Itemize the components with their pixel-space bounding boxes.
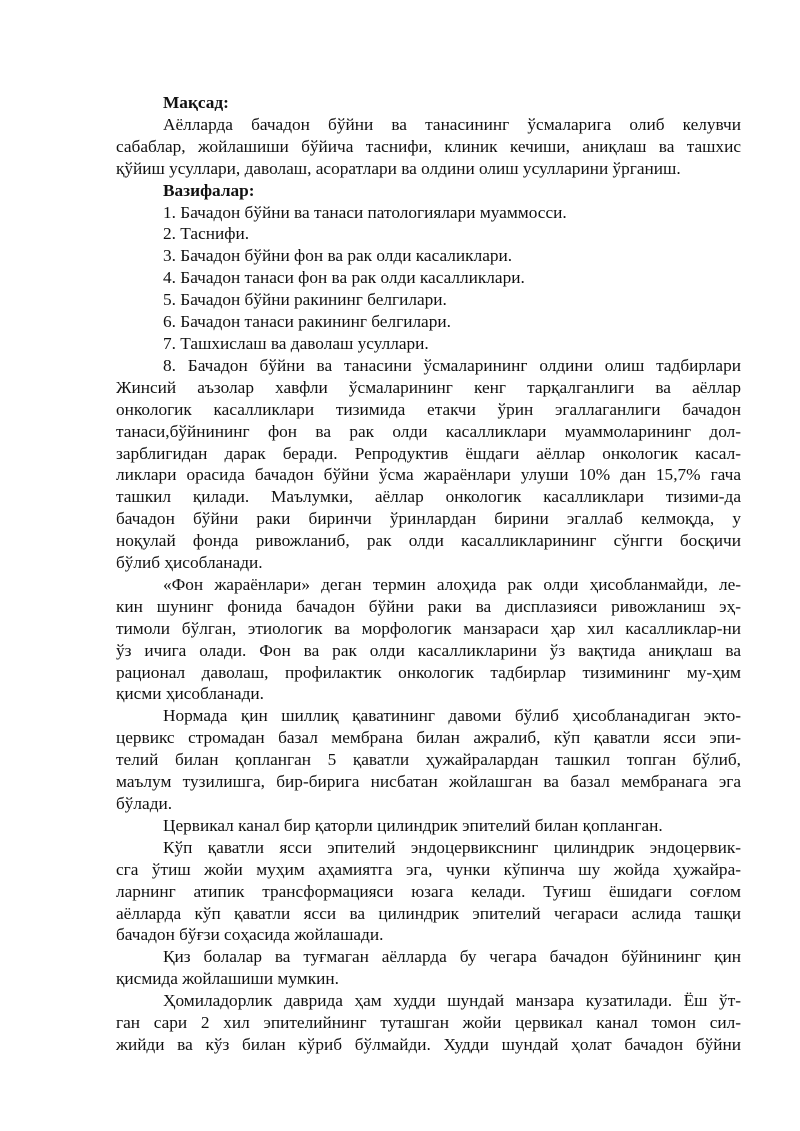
document-page bbox=[116, 92, 741, 1056]
text-line: ликлари орасида бачадон бўйни ўсма жараёнлари улуши 10% дан 15,7% гача bbox=[116, 465, 741, 485]
body-paragraph bbox=[116, 574, 741, 705]
body-paragraph bbox=[116, 377, 741, 574]
body-paragraph bbox=[116, 837, 741, 947]
text-line: рационал даволаш, профилактик онкологик тадбирлар тизимининг му-ҳим bbox=[116, 662, 741, 682]
text-line: бўлиб ҳисобланади. bbox=[116, 553, 263, 573]
text-line: Кўп қаватли ясси эпителий эндоцервикснинг цилиндрик эндоцервик- bbox=[163, 837, 741, 857]
body-paragraph bbox=[116, 946, 741, 990]
text-line: қисми ҳисобланади. bbox=[116, 684, 264, 704]
task-item: 4. Бачадон танаси фон ва рак олди касалликлари. bbox=[163, 268, 525, 288]
task-item: 6. Бачадон танаси ракининг белгилари. bbox=[163, 312, 451, 332]
text-line: сабаблар, жойлашиши бўйича таснифи, клиник кечиши, аниқлаш ва ташхис bbox=[116, 136, 741, 156]
text-line: танаси,бўйнининг фон ва рак олди касалликлари муаммоларининг дол- bbox=[116, 421, 741, 441]
text-line: Ҳомиладорлик даврида ҳам худди шундай манзара кузатилади. Ёш ўт- bbox=[163, 991, 741, 1011]
text-line: қўйиш усуллари, даволаш, асоратлари ва олдини олиш усулларини ўрганиш. bbox=[116, 158, 681, 178]
goal-paragraph bbox=[116, 114, 741, 180]
task-item bbox=[116, 355, 741, 377]
text-line: 8. Бачадон бўйни ва танасини ўсмаларининг олдини олиш тадбирлари bbox=[163, 355, 741, 375]
text-line: ташкил қилади. Маълумки, аёллар онкологик касалликлари тизими-да bbox=[116, 487, 741, 507]
text-line: ўз ичига олади. Фон ва рак олди касалликларини ўз вақтида аниқлаш ва bbox=[116, 640, 741, 660]
task-item: 1. Бачадон бўйни ва танаси патологиялари муаммосси. bbox=[163, 202, 567, 222]
text-line: телий билан қопланган 5 қаватли ҳужайралардан ташкил топган бўлиб, bbox=[116, 750, 741, 770]
body-paragraph bbox=[116, 990, 741, 1056]
text-line: маълум тузилишга, бир-бирига нисбатан жойлашган ва базал мембранага эга bbox=[116, 772, 741, 792]
text-line: кин шунинг фонида бачадон бўйни раки ва дисплазияси ривожланиш эҳ- bbox=[116, 596, 741, 616]
text-line: қисмида жойлашиши мумкин. bbox=[116, 969, 339, 989]
text-line: «Фон жараёнлари» деган термин алоҳида рак олди ҳисобланмайди, ле- bbox=[163, 574, 741, 594]
task-item: 2. Таснифи. bbox=[163, 224, 250, 244]
text-line: Нормада қин шиллиқ қаватининг давоми бўлиб ҳисобланадиган экто- bbox=[163, 706, 741, 726]
text-line: бўлади. bbox=[116, 794, 173, 813]
text-line: онкологик касалликлари тизимида етакчи ўрин эгаллаганлиги бачадон bbox=[116, 399, 741, 419]
text-line: Аёлларда бачадон бўйни ва танасининг ўсмаларига олиб келувчи bbox=[163, 114, 741, 134]
task-item: 3. Бачадон бўйни фон ва рак олди касаликлари. bbox=[163, 246, 513, 266]
text-line: ларнинг атипик трансформацияси юзага келади. Туғиш ёшидаги соғлом bbox=[116, 881, 741, 901]
task-item: 7. Ташхислаш ва даволаш усуллари. bbox=[163, 333, 429, 353]
body-paragraph bbox=[116, 705, 741, 815]
text-line: бачадон бўғзи соҳасида жойлашади. bbox=[116, 925, 384, 945]
text-line: цервикс стромадан базал мембрана билан ажралиб, кўп қаватли ясси эпи- bbox=[116, 728, 741, 748]
tasks-heading: Вазифалар: bbox=[163, 180, 255, 200]
text-line: ноқулай фонда ривожланиб, рак олди касалликларининг сўнгги босқичи bbox=[116, 531, 741, 551]
text-line: Қиз болалар ва туғмаган аёлларда бу чегара бачадон бўйнининг қин bbox=[163, 947, 741, 967]
task-item: 5. Бачадон бўйни ракининг белгилари. bbox=[163, 290, 447, 310]
text-line: тимоли бўлган, этиологик ва морфологик манзараси ҳар хил касалликлар-ни bbox=[116, 618, 741, 638]
text-line: ган сари 2 хил эпителийнинг туташган жойи цервикал канал томон сил- bbox=[116, 1013, 741, 1033]
goal-heading: Мақсад: bbox=[163, 93, 229, 112]
text-line: аёлларда кўп қаватли ясси ва цилиндрик эпителий чегараси аслида ташқи bbox=[116, 903, 741, 923]
text-line: бачадон бўйни раки биринчи ўринлардан бирини эгаллаб келмоқда, у bbox=[116, 509, 741, 529]
body-paragraph bbox=[116, 815, 741, 837]
text-line: сга ўтиш жойи муҳим аҳамиятга эга, чунки кўпинча шу жойда ҳужайра- bbox=[116, 859, 741, 879]
text-line: Жинсий аъзолар хавфли ўсмаларининг кенг тарқалганлиги ва аёллар bbox=[116, 377, 741, 397]
text-line: жийди ва кўз билан кўриб бўлмайди. Худди шундай ҳолат бачадон бўйни bbox=[116, 1034, 741, 1054]
text-line: Цервикал канал бир қаторли цилиндрик эпителий билан қопланган. bbox=[163, 815, 663, 835]
text-line: зарблигидан дарак беради. Репродуктив ёшдаги аёллар онкологик касал- bbox=[116, 443, 741, 463]
